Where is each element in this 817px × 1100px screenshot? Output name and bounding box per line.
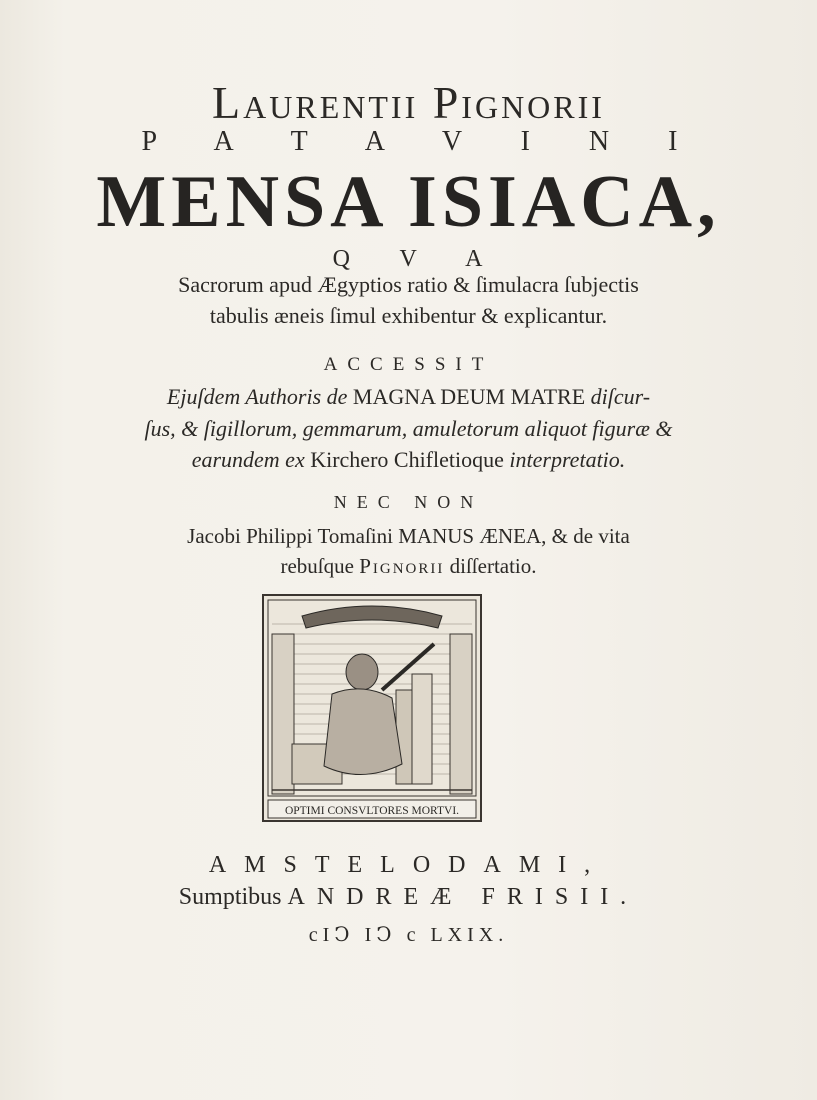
addition-line-3-b: Kirchero Chifletioque <box>310 447 504 472</box>
addition-line-2 <box>0 416 817 442</box>
necnon-heading: NEC NON <box>333 492 484 512</box>
tomasini-line-1 <box>0 524 817 549</box>
tomasini-line-1-b: MANUS ÆNEA, <box>398 524 547 548</box>
tomasini-line-2 <box>0 554 817 579</box>
imprint-date: cIↃ IↃ c LXIX. <box>308 924 509 946</box>
addition-line-1-a: Ejuſdem Authoris de <box>166 384 353 409</box>
imprint-city: AMSTELODAMI, <box>208 852 609 878</box>
imprint-publisher: ANDREÆ FRISII. <box>287 884 639 910</box>
subtitle-line-1: Sacrorum apud Ægyptios ratio & ſimulacra ſubjectis <box>178 272 639 297</box>
tomasini-line-2-c: diſſertatio. <box>444 554 537 578</box>
tomasini-line-1-c: & de vita <box>546 524 630 548</box>
imprint-sumptibus: Sumptibus <box>178 884 288 910</box>
tomasini-line-2-b: Pignorii <box>359 554 445 578</box>
addition-line-1 <box>0 384 817 410</box>
qua-line: Q V A <box>332 246 505 272</box>
accessit-heading: ACCESSIT <box>323 354 494 375</box>
book-title: MENSA ISIACA, <box>96 161 721 243</box>
addition-line-2-text: ſus, & ſigillorum, gemmarum, amuletorum aliquot figuræ & <box>144 416 673 441</box>
subtitle-line-2: tabulis æneis ſimul exhibentur & explicantur. <box>209 303 608 328</box>
imprint-publisher-line <box>0 884 817 911</box>
author-origin: P A T A V I N I <box>141 126 704 157</box>
addition-line-3-c: interpretatio. <box>503 447 626 472</box>
addition-line-1-b: MAGNA DEUM MATRE <box>352 384 586 409</box>
tomasini-line-1-a: Jacobi Philippi Tomaſini <box>187 524 399 548</box>
tomasini-line-2-a: rebuſque <box>280 554 360 578</box>
addition-line-3-a: earundem ex <box>191 447 311 472</box>
author-name: Laurentii Pignorii <box>212 77 605 128</box>
addition-line-1-c: diſcur- <box>585 384 651 409</box>
printer-emblem <box>262 594 482 822</box>
addition-line-3 <box>0 447 817 473</box>
emblem-motto: OPTIMI CONSVLTORES MORTVI. <box>284 805 460 817</box>
